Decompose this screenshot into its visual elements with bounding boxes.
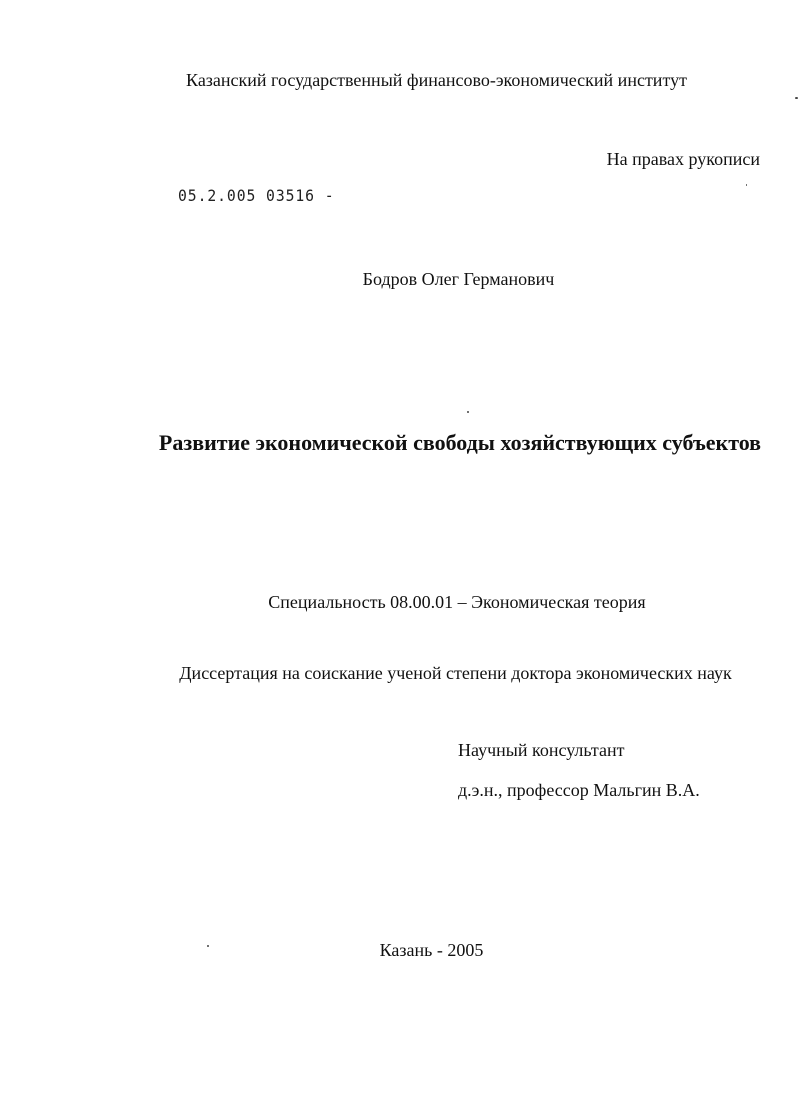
consultant-label: Научный консультант (458, 740, 625, 760)
specialty-line: Специальность 08.00.01 – Экономическая теория (268, 592, 646, 612)
rights-note: На правах рукописи (606, 149, 760, 169)
scan-speck (746, 184, 747, 186)
author-name: Бодров Олег Германович (362, 269, 555, 289)
scan-speck (795, 97, 798, 99)
city-year: Казань - 2005 (379, 940, 484, 960)
dissertation-degree: Диссертация на соискание ученой степени доктора экономических наук (179, 663, 732, 683)
scan-speck (467, 411, 469, 413)
institute-name: Казанский государственный финансово-экономический институт (186, 70, 687, 90)
scan-speck (207, 945, 209, 947)
dissertation-title: Развитие экономической свободы хозяйствующих субъектов (158, 430, 762, 455)
registration-stamp: 05.2.005 03516 - (178, 186, 335, 205)
consultant-name: д.э.н., профессор Мальгин В.А. (458, 780, 700, 800)
